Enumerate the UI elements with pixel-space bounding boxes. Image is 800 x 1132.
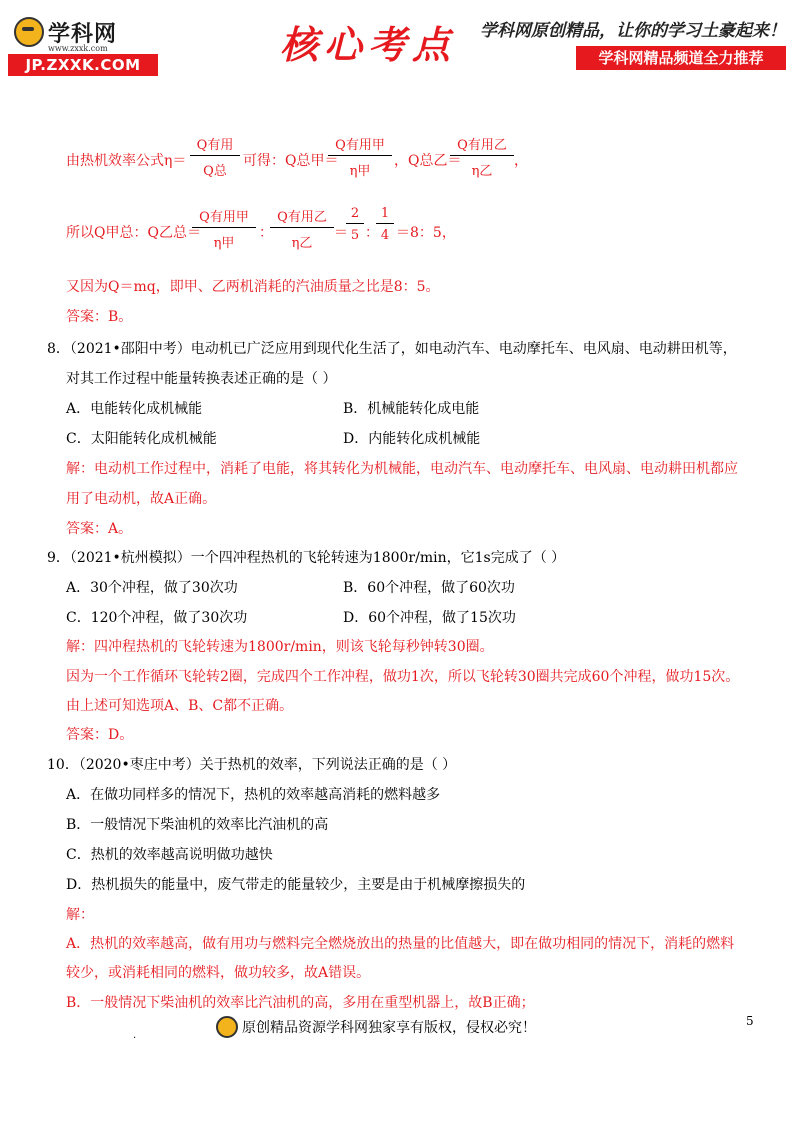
question-9-option-c: C．120个冲程，做了30次功 (66, 610, 248, 626)
page-number: 5 (746, 1014, 754, 1028)
question-10-option-b: B．一般情况下柴油机的效率比汽油机的高 (66, 817, 329, 833)
answer-7: 答案：B。 (66, 309, 133, 325)
question-9-solution-1: 解：四冲程热机的飞轮转速为1800r/min，则该飞轮每秒钟转30圈。 (66, 639, 494, 655)
site-logo[interactable] (8, 14, 158, 72)
fraction-one-quarter: $\frac{1}{4}$ (376, 206, 394, 243)
question-8-stem: 8．（2021•邵阳中考）电动机已广泛应用到现代化生活了，如电动汽车、电动摩托车、电风扇、电动耕田机等， (47, 341, 737, 357)
copyright-text: 原创精品资源学科网独家享有版权，侵权必究！ (242, 1020, 536, 1036)
logo-url: www.zxxk.com (48, 44, 108, 53)
ratio-result: ＝8：5， (396, 225, 456, 241)
formula-intro: 由热机效率公式η＝ (66, 153, 187, 169)
fraction-ratio-yi: Q有用乙 η乙 (270, 206, 334, 251)
fraction-ratio-jia: Q有用甲 η甲 (192, 206, 256, 251)
ratio-colon-2: ： (365, 225, 379, 241)
question-9-solution-2: 因为一个工作循环飞轮转2圈，完成四个工作冲程，做功1次，所以飞轮转30圈共完成60个冲程，做功15次。 (66, 669, 740, 685)
ratio-equals: ＝ (334, 225, 348, 241)
question-8-option-d: D．内能转化成机械能 (343, 431, 481, 447)
question-9-stem: 9．（2021•杭州模拟）一个四冲程热机的飞轮转速为1800r/min，它1s完成了（ ） (47, 550, 566, 566)
question-10-solution-b: B．一般情况下柴油机的效率比汽油机的高，多用在重型机器上，故B正确； (66, 995, 535, 1011)
question-8-option-b: B．机械能转化成电能 (343, 401, 480, 417)
question-10-solution-a-cont: 较少，或消耗相同的燃料，做功较多，故A错误。 (66, 965, 371, 981)
question-10-option-a: A．在做功同样多的情况下，热机的效率越高消耗的燃料越多 (66, 787, 441, 803)
mascot-icon (216, 1016, 238, 1038)
fraction-q-yi: Q有用乙 η乙 (450, 134, 514, 179)
question-8-option-c: C．太阳能转化成机械能 (66, 431, 217, 447)
question-9-option-a: A．30个冲程，做了30次功 (66, 580, 238, 596)
formula-end: ， (514, 153, 528, 169)
fraction-q-jia: Q有用甲 η甲 (328, 134, 392, 179)
fraction-efficiency: Q有用 Q总 (190, 134, 240, 179)
footer-dot: . (133, 1030, 137, 1041)
answer-8: 答案：A。 (66, 521, 133, 537)
page-header-title: 核心考点 (279, 22, 456, 67)
header-recommend-band: 学科网精品频道全力推荐 (576, 46, 786, 70)
ratio-colon: ： (259, 225, 273, 241)
ratio-intro: 所以Q甲总：Q乙总＝ (66, 225, 201, 241)
fraction-two-fifths: $\frac{2}{5}$ (346, 206, 364, 243)
question-10-option-c: C．热机的效率越高说明做功越快 (66, 847, 273, 863)
formula-mid: 可得：Q总甲＝ (243, 153, 339, 169)
mass-ratio-text: 又因为Q＝mq，即甲、乙两机消耗的汽油质量之比是8：5。 (66, 279, 440, 295)
answer-9: 答案：D。 (66, 727, 134, 743)
question-10-solution-head: 解： (66, 907, 94, 923)
question-9-option-b: B．60个冲程，做了60次功 (343, 580, 515, 596)
question-8-stem-cont: 对其工作过程中能量转换表述正确的是（ ） (66, 371, 337, 387)
logo-text: 学科网 (48, 20, 118, 47)
question-9-option-d: D．60个冲程，做了15次功 (343, 610, 516, 626)
question-10-stem: 10．（2020•枣庄中考）关于热机的效率，下列说法正确的是（ ） (47, 757, 457, 773)
mascot-icon (14, 17, 44, 47)
question-8-solution: 解：电动机工作过程中，消耗了电能，将其转化为机械能，电动汽车、电动摩托车、电风扇、电动耕田机都应 (66, 461, 738, 477)
question-9-solution-3: 由上述可知选项A、B、C都不正确。 (66, 698, 294, 714)
question-8-option-a: A．电能转化成机械能 (66, 401, 203, 417)
formula-mid2: ，Q总乙＝ (394, 153, 462, 169)
copyright-note (216, 1016, 536, 1038)
question-10-solution-a: A．热机的效率越高，做有用功与燃料完全燃烧放出的热量的比值越大，即在做功相同的情况下，消耗的燃料 (66, 936, 735, 952)
header-slogan: 学科网原创精品，让你的学习土豪起来！ (480, 21, 786, 41)
question-10-option-d: D．热机损失的能量中，废气带走的能量较少，主要是由于机械摩擦损失的 (66, 877, 526, 893)
question-8-solution-cont: 用了电动机，故A正确。 (66, 491, 217, 507)
logo-band: JP.ZXXK.COM (8, 54, 158, 76)
